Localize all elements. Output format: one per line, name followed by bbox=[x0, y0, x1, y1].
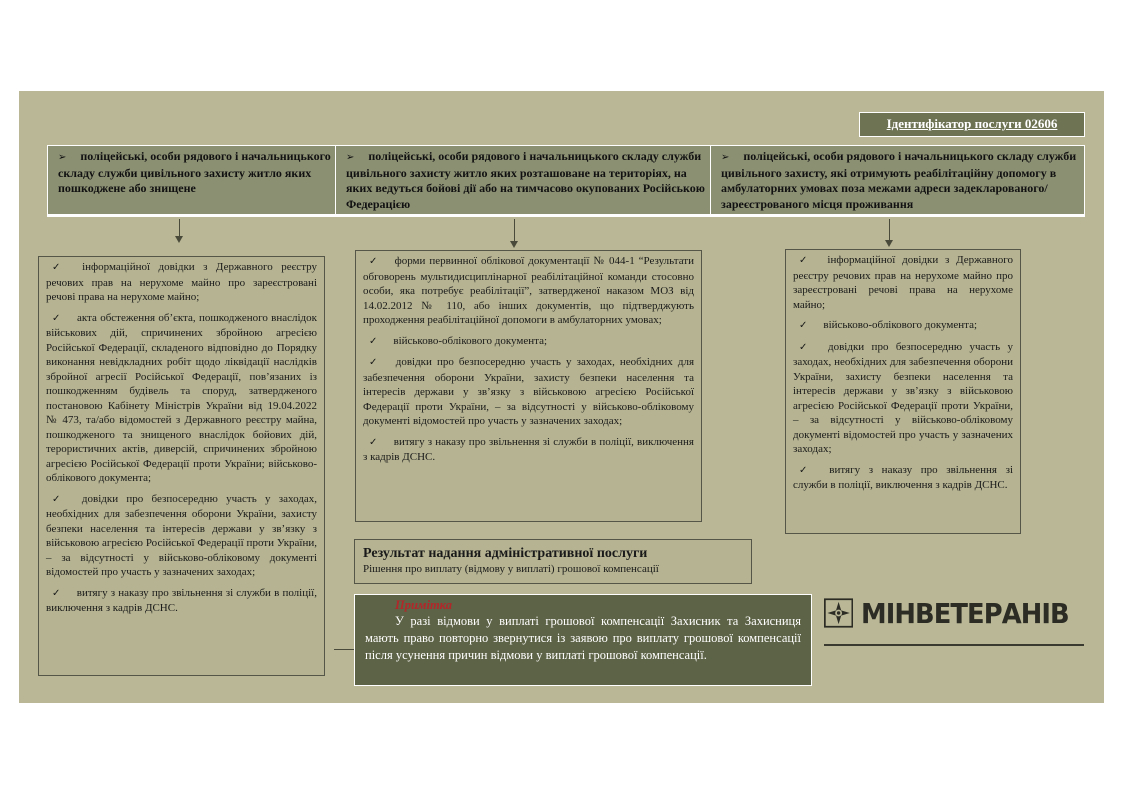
list-item: ✓ витягу з наказу про звільнення зі служби в поліції, виключення з кадрів ДСНС. bbox=[363, 435, 694, 463]
arrow-down-icon bbox=[885, 240, 893, 247]
list-item: ✓ довідки про безпосередню участь у заходах, необхідних для забезпечення оборони України, захисту безпеки населення та інтересів держави у зв’язку з військовою агресією Російської Федерації проти України, – за відсутності у військово-обліковому документі відомостей про участь у зазначених заходах; bbox=[363, 356, 694, 427]
logo-underline bbox=[824, 644, 1084, 646]
connector-line bbox=[334, 649, 354, 650]
ministry-logo bbox=[824, 593, 1087, 633]
list-item: ✓ форми первинної облікової документації № 044-1 “Результати обговорень мультидисциплінарної реабілітаційної команди стосовно особи, яка потребує реабілітації”, затвердженої наказом МОЗ від 14.02.2012 № 110, або інших документів, що підтверджують проходження реабілітаційної допомоги в амбулаторних умовах; bbox=[363, 255, 694, 326]
list-item: ✓ довідки про безпосередню участь у заходах, необхідних для забезпечення оборони України, захисту безпеки населення та інтересів держави у зв’язку з військовою агресією Російської Федерації проти України, – за відсутності у військово-обліковому документі відомостей про участь у зазначених заходах; bbox=[793, 340, 1013, 455]
category-header-3: ➢ поліцейські, особи рядового і начальницького складу служби цивільного захисту, які отримують реабілітаційну допомогу в амбулаторних умовах поза межами адреси задекларованого/зареєстрованого місця проживання bbox=[711, 146, 1084, 214]
slide bbox=[19, 91, 1104, 703]
result-box bbox=[354, 539, 752, 584]
list-item: ✓ довідки про безпосередню участь у заходах, необхідних для забезпечення оборони України, захисту безпеки населення та інтересів держави у зв’язку з військовою агресією Російської Федерації проти України, – за відсутності у військово-обліковому документі відомостей про участь у зазначених заходах; bbox=[46, 492, 317, 578]
note-label: Примітка bbox=[395, 598, 452, 612]
note-text: У разі відмови у виплаті грошової компенсації Захисник та Захисниця мають право повторно звернутися із заявою про виплату грошової компенсації після усунення причин відмови у виплаті грошової компенсації. bbox=[365, 614, 801, 662]
category-header-1: ➢ поліцейські, особи рядового і начальницького складу служби цивільного захисту житло яких пошкоджене або знищене bbox=[48, 146, 336, 214]
arrow-down-icon bbox=[175, 236, 183, 243]
list-item: ✓ інформаційної довідки з Державного реєстру речових прав на нерухоме майно про зареєстровані речові права на нерухоме майно; bbox=[46, 261, 317, 303]
check-icon: ✓ bbox=[799, 320, 808, 331]
service-id-badge: Ідентифікатор послуги 02606 bbox=[859, 112, 1085, 137]
documents-box-ambulatory bbox=[785, 249, 1021, 534]
documents-box-rehabilitation-forms bbox=[355, 250, 702, 522]
list-item: ✓ витягу з наказу про звільнення зі служби в поліції, виключення з кадрів ДСНС. bbox=[46, 586, 317, 614]
ministry-emblem-icon bbox=[824, 596, 853, 630]
documents-box-damaged-housing bbox=[38, 256, 325, 676]
connector-line bbox=[889, 219, 890, 240]
check-icon: ✓ bbox=[52, 312, 61, 324]
arrow-down-icon bbox=[510, 241, 518, 248]
check-icon: ✓ bbox=[52, 262, 67, 273]
list-item: ✓ інформаційної довідки з Державного реєстру речових прав на нерухоме майно про зареєстровані речові права на нерухоме майно; bbox=[793, 254, 1013, 311]
list-item: ✓ військово-облікового документа; bbox=[799, 319, 978, 331]
connector-line bbox=[179, 219, 180, 236]
list-item: ✓ витягу з наказу про звільнення зі служби в поліції, виключення з кадрів ДСНС. bbox=[793, 463, 1013, 491]
check-icon: ✓ bbox=[369, 335, 378, 347]
check-icon: ✓ bbox=[799, 464, 814, 476]
category-header-row bbox=[47, 145, 1085, 217]
arrow-bullet-icon: ➢ bbox=[58, 152, 67, 163]
check-icon: ✓ bbox=[369, 436, 378, 448]
arrow-bullet-icon: ➢ bbox=[721, 152, 730, 163]
result-title: Результат надання адміністративної послуги bbox=[363, 546, 648, 561]
check-icon: ✓ bbox=[799, 341, 813, 353]
list-item: ✓ військово-облікового документа; bbox=[369, 334, 548, 347]
check-icon: ✓ bbox=[369, 256, 379, 267]
arrow-bullet-icon: ➢ bbox=[346, 152, 355, 163]
connector-line bbox=[514, 219, 515, 241]
check-icon: ✓ bbox=[369, 357, 380, 368]
check-icon: ✓ bbox=[52, 587, 61, 599]
category-header-2: ➢ поліцейські, особи рядового і начальницького складу служби цивільного захисту житло яких розташоване на територіях, на яких ведуться бойові дії або на тимчасово окупованих Російською Федерацією bbox=[336, 146, 711, 214]
list-item: ✓ акта обстеження об’єкта, пошкодженого внаслідок військових дій, спричинених збройною агресією Російської Федерації, складеного відповідно до Порядку виконання невідкладних робіт щодо ліквідації наслідків збройної агресії Російської Федерації, пов’язаних із пошкодженням будівель та споруд, затвердженого постановою Кабінету Міністрів України від 19.04.2022 № 473, та/або відомостей з Державного реєстру майна, пошкодженого та знищеного внаслідок бойових дій, терористичних актів, диверсій, спричинених збройною агресією Російської Федерації проти України; військово-облікового документа; bbox=[46, 311, 317, 484]
check-icon: ✓ bbox=[799, 255, 812, 266]
check-icon: ✓ bbox=[52, 493, 66, 505]
ministry-logo-text: МІНВЕТЕРАНІВ bbox=[861, 596, 1069, 630]
result-text: Рішення про виплату (відмову у виплаті) грошової компенсації bbox=[363, 563, 659, 575]
note-box bbox=[354, 594, 812, 686]
